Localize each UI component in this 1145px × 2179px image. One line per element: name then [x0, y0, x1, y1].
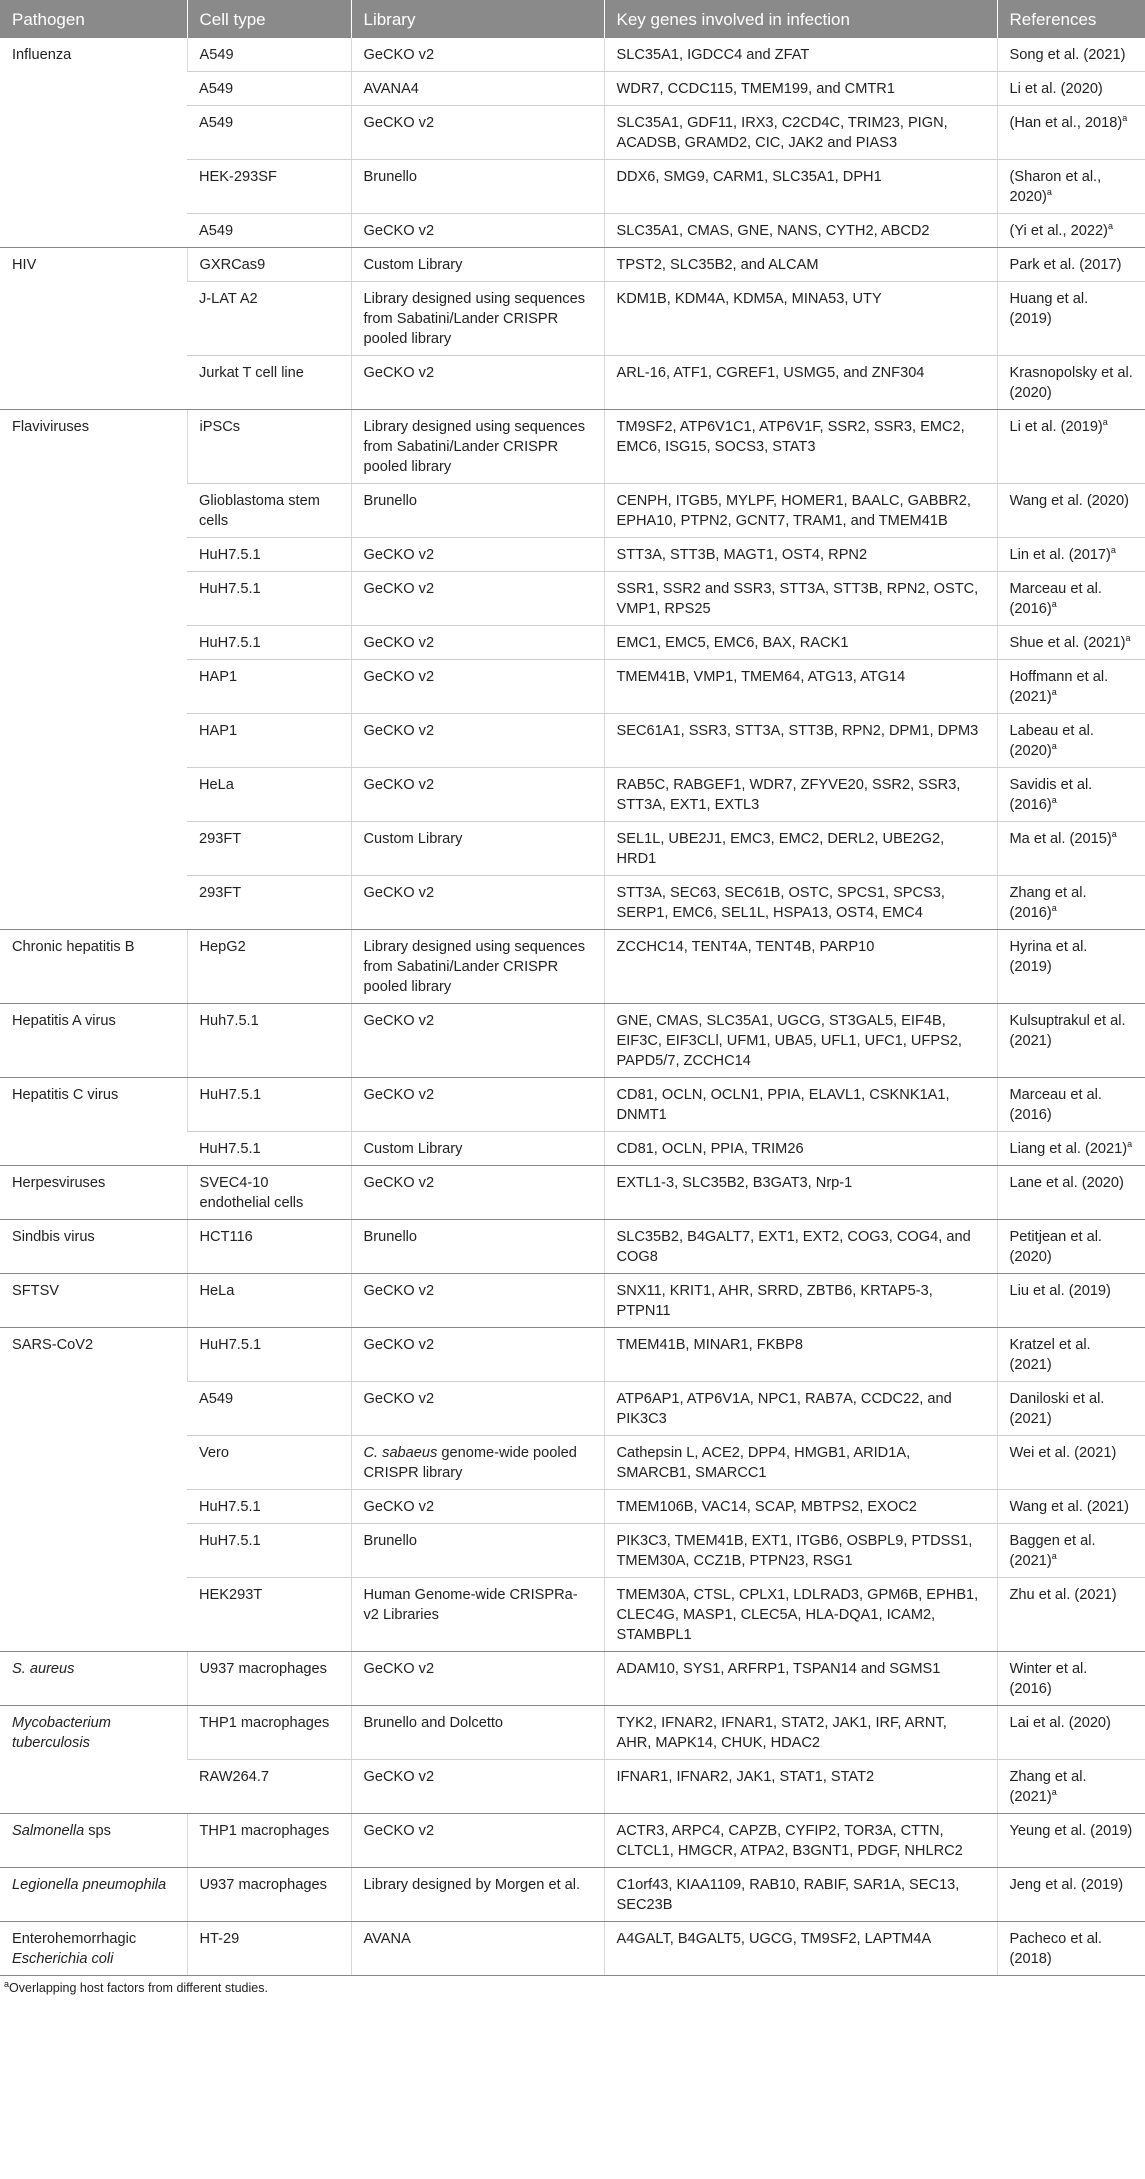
- library-cell: GeCKO v2: [351, 714, 604, 768]
- cell-type-cell: Huh7.5.1: [187, 1004, 351, 1078]
- library-cell: Brunello: [351, 484, 604, 538]
- reference-cell: [997, 38, 1145, 72]
- reference-text: Huang et al. (2019): [1009, 291, 1089, 327]
- cell-type-cell: Jurkat T cell line: [187, 356, 351, 410]
- key-genes-cell: EMC1, EMC5, EMC6, BAX, RACK1: [604, 626, 997, 660]
- pathogen-cell: Influenza: [0, 38, 187, 248]
- library-cell: GeCKO v2: [351, 1814, 604, 1868]
- library-cell: GeCKO v2: [351, 1274, 604, 1328]
- reference-text: Lai et al. (2020): [1009, 1715, 1111, 1731]
- library-cell: Library designed by Morgen et al.: [351, 1868, 604, 1922]
- overlap-footnote-mark: a: [1102, 417, 1108, 428]
- key-genes-cell: WDR7, CCDC115, TMEM199, and CMTR1: [604, 72, 997, 106]
- cell-type-cell: HeLa: [187, 1274, 351, 1328]
- cell-type-cell: HuH7.5.1: [187, 626, 351, 660]
- key-genes-cell: SLC35A1, GDF11, IRX3, C2CD4C, TRIM23, PIGN, ACADSB, GRAMD2, CIC, JAK2 and PIAS3: [604, 106, 997, 160]
- reference-cell: [997, 1652, 1145, 1706]
- table-row: [0, 1706, 1145, 1760]
- table-body: [0, 38, 1145, 1976]
- key-genes-cell: KDM1B, KDM4A, KDM5A, MINA53, UTY: [604, 282, 997, 356]
- reference-cell: [997, 214, 1145, 248]
- reference-text: (Yi et al., 2022): [1009, 223, 1108, 239]
- reference-text: Baggen et al. (2021): [1009, 1533, 1096, 1569]
- reference-text: Wei et al. (2021): [1009, 1445, 1117, 1461]
- overlap-footnote-mark: a: [1051, 1551, 1057, 1562]
- table-row: [0, 1652, 1145, 1706]
- key-genes-cell: SNX11, KRIT1, AHR, SRRD, ZBTB6, KRTAP5-3, PTPN11: [604, 1274, 997, 1328]
- reference-text: Wang et al. (2021): [1009, 1499, 1130, 1515]
- reference-text: Jeng et al. (2019): [1009, 1877, 1124, 1893]
- reference-cell: [997, 876, 1145, 930]
- library-cell: GeCKO v2: [351, 214, 604, 248]
- reference-text: Wang et al. (2020): [1009, 493, 1130, 509]
- overlap-footnote-mark: a: [1051, 903, 1057, 914]
- cell-type-cell: HeLa: [187, 768, 351, 822]
- pathogen-name: Mycobacterium tuberculosis: [12, 1715, 111, 1751]
- cell-type-cell: HuH7.5.1: [187, 572, 351, 626]
- table-row: [0, 1004, 1145, 1078]
- table-row: [0, 410, 1145, 484]
- reference-cell: [997, 72, 1145, 106]
- reference-cell: [997, 356, 1145, 410]
- key-genes-cell: Cathepsin L, ACE2, DPP4, HMGB1, ARID1A, SMARCB1, SMARCC1: [604, 1436, 997, 1490]
- key-genes-cell: SLC35A1, IGDCC4 and ZFAT: [604, 38, 997, 72]
- library-cell: Brunello: [351, 1220, 604, 1274]
- reference-cell: [997, 660, 1145, 714]
- overlap-footnote-mark: a: [1051, 1787, 1057, 1798]
- pathogen-species: Escherichia coli: [12, 1951, 114, 1967]
- reference-cell: [997, 1078, 1145, 1132]
- pathogen-cell: [0, 1652, 187, 1706]
- pathogen-cell: Salmonella sps: [0, 1814, 187, 1868]
- pathogen-cell: HIV: [0, 248, 187, 410]
- reference-cell: [997, 626, 1145, 660]
- overlap-footnote-mark: a: [1051, 795, 1057, 806]
- library-cell: Custom Library: [351, 248, 604, 282]
- reference-text: Pacheco et al. (2018): [1009, 1931, 1102, 1967]
- key-genes-cell: ARL-16, ATF1, CGREF1, USMG5, and ZNF304: [604, 356, 997, 410]
- overlap-footnote-mark: a: [1051, 741, 1057, 752]
- key-genes-cell: A4GALT, B4GALT5, UGCG, TM9SF2, LAPTM4A: [604, 1922, 997, 1976]
- library-cell: Brunello: [351, 1524, 604, 1578]
- reference-cell: [997, 106, 1145, 160]
- library-cell: GeCKO v2: [351, 106, 604, 160]
- reference-cell: [997, 538, 1145, 572]
- key-genes-cell: TYK2, IFNAR2, IFNAR1, STAT2, JAK1, IRF, ARNT, AHR, MAPK14, CHUK, HDAC2: [604, 1706, 997, 1760]
- table-row: [0, 1922, 1145, 1976]
- reference-cell: [997, 410, 1145, 484]
- key-genes-cell: CENPH, ITGB5, MYLPF, HOMER1, BAALC, GABBR2, EPHA10, PTPN2, GCNT7, TRAM1, and TMEM41B: [604, 484, 997, 538]
- pathogen-cell: Flaviviruses: [0, 410, 187, 930]
- cell-type-cell: HuH7.5.1: [187, 538, 351, 572]
- library-cell: GeCKO v2: [351, 1166, 604, 1220]
- pathogen-name: S. aureus: [12, 1661, 75, 1677]
- footnote-mark: a: [4, 1978, 10, 1989]
- reference-text: Zhu et al. (2021): [1009, 1587, 1117, 1603]
- key-genes-cell: TMEM30A, CTSL, CPLX1, LDLRAD3, GPM6B, EPHB1, CLEC4G, MASP1, CLEC5A, HLA-DQA1, ICAM2, STAMBPL1: [604, 1578, 997, 1652]
- cell-type-cell: GXRCas9: [187, 248, 351, 282]
- reference-text: Lin et al. (2017): [1009, 547, 1111, 563]
- reference-text: Song et al. (2021): [1009, 47, 1126, 63]
- reference-text: Labeau et al. (2020): [1009, 723, 1094, 759]
- reference-text: Krasnopolsky et al. (2020): [1009, 365, 1133, 401]
- reference-cell: [997, 1706, 1145, 1760]
- reference-text: Liu et al. (2019): [1009, 1283, 1111, 1299]
- reference-text: Marceau et al. (2016): [1009, 581, 1102, 617]
- pathogen-cell: Hepatitis C virus: [0, 1078, 187, 1166]
- library-cell: Brunello: [351, 160, 604, 214]
- cell-type-cell: 293FT: [187, 822, 351, 876]
- reference-cell: [997, 822, 1145, 876]
- cell-type-cell: A549: [187, 106, 351, 160]
- reference-text: Shue et al. (2021): [1009, 635, 1126, 651]
- species-name: C. sabaeus: [363, 1445, 438, 1461]
- reference-cell: [997, 160, 1145, 214]
- cell-type-cell: HCT116: [187, 1220, 351, 1274]
- library-cell: GeCKO v2: [351, 1004, 604, 1078]
- library-cell: Library designed using sequences from Sabatini/Lander CRISPR pooled library: [351, 930, 604, 1004]
- pathogen-cell: [0, 1706, 187, 1814]
- reference-cell: [997, 1436, 1145, 1490]
- reference-cell: [997, 1328, 1145, 1382]
- footnote: [0, 1976, 1145, 1995]
- header-row: [0, 0, 1145, 38]
- reference-text: Li et al. (2019): [1009, 419, 1103, 435]
- reference-text: Yeung et al. (2019): [1009, 1823, 1133, 1839]
- cell-type-cell: A549: [187, 1382, 351, 1436]
- reference-cell: [997, 484, 1145, 538]
- pathogen-cell: SFTSV: [0, 1274, 187, 1328]
- library-cell: GeCKO v2: [351, 876, 604, 930]
- cell-type-cell: HuH7.5.1: [187, 1490, 351, 1524]
- key-genes-cell: ATP6AP1, ATP6V1A, NPC1, RAB7A, CCDC22, and PIK3C3: [604, 1382, 997, 1436]
- library-cell: Library designed using sequences from Sabatini/Lander CRISPR pooled library: [351, 410, 604, 484]
- reference-text: Hyrina et al. (2019): [1009, 939, 1088, 975]
- reference-cell: [997, 282, 1145, 356]
- header-pathogen: Pathogen: [0, 0, 187, 38]
- cell-type-cell: A549: [187, 72, 351, 106]
- cell-type-cell: HepG2: [187, 930, 351, 1004]
- pathogen-cell: [0, 1868, 187, 1922]
- key-genes-cell: IFNAR1, IFNAR2, JAK1, STAT1, STAT2: [604, 1760, 997, 1814]
- cell-type-cell: A549: [187, 38, 351, 72]
- library-cell: GeCKO v2: [351, 1490, 604, 1524]
- table-row: [0, 1328, 1145, 1382]
- cell-type-cell: HEK293T: [187, 1578, 351, 1652]
- reference-text: Kulsuptrakul et al. (2021): [1009, 1013, 1126, 1049]
- footnote-text: Overlapping host factors from different studies.: [9, 1981, 268, 1995]
- reference-cell: [997, 1868, 1145, 1922]
- reference-cell: [997, 930, 1145, 1004]
- overlap-footnote-mark: a: [1107, 221, 1113, 232]
- reference-text: Ma et al. (2015): [1009, 831, 1112, 847]
- pathogen-cell: Sindbis virus: [0, 1220, 187, 1274]
- library-cell: GeCKO v2: [351, 538, 604, 572]
- table-row: [0, 1078, 1145, 1132]
- overlap-footnote-mark: a: [1122, 113, 1128, 124]
- library-cell: GeCKO v2: [351, 660, 604, 714]
- table-row: [0, 248, 1145, 282]
- reference-text: (Sharon et al., 2020): [1009, 169, 1102, 205]
- library-cell: GeCKO v2: [351, 1078, 604, 1132]
- cell-type-cell: HuH7.5.1: [187, 1078, 351, 1132]
- reference-text: Li et al. (2020): [1009, 81, 1103, 97]
- reference-cell: [997, 1578, 1145, 1652]
- library-cell: Custom Library: [351, 822, 604, 876]
- reference-text: Hoffmann et al. (2021): [1009, 669, 1109, 705]
- key-genes-cell: ADAM10, SYS1, ARFRP1, TSPAN14 and SGMS1: [604, 1652, 997, 1706]
- table-row: [0, 1814, 1145, 1868]
- reference-text: Winter et al. (2016): [1009, 1661, 1088, 1697]
- reference-cell: [997, 1760, 1145, 1814]
- cell-type-cell: Vero: [187, 1436, 351, 1490]
- reference-text: Lane et al. (2020): [1009, 1175, 1124, 1191]
- reference-cell: [997, 768, 1145, 822]
- reference-cell: [997, 1166, 1145, 1220]
- reference-cell: [997, 1004, 1145, 1078]
- pathogen-cell: Chronic hepatitis B: [0, 930, 187, 1004]
- reference-text: Zhang et al. (2016): [1009, 885, 1087, 921]
- key-genes-cell: TM9SF2, ATP6V1C1, ATP6V1F, SSR2, SSR3, EMC2, EMC6, ISG15, SOCS3, STAT3: [604, 410, 997, 484]
- table-row: [0, 930, 1145, 1004]
- pathogen-genus: Salmonella: [12, 1823, 85, 1839]
- reference-text: Park et al. (2017): [1009, 257, 1122, 273]
- library-cell: AVANA4: [351, 72, 604, 106]
- key-genes-cell: SSR1, SSR2 and SSR3, STT3A, STT3B, RPN2, OSTC, VMP1, RPS25: [604, 572, 997, 626]
- reference-cell: [997, 714, 1145, 768]
- key-genes-cell: SLC35A1, CMAS, GNE, NANS, CYTH2, ABCD2: [604, 214, 997, 248]
- key-genes-cell: RAB5C, RABGEF1, WDR7, ZFYVE20, SSR2, SSR3, STT3A, EXT1, EXTL3: [604, 768, 997, 822]
- reference-cell: [997, 1382, 1145, 1436]
- cell-type-cell: U937 macrophages: [187, 1868, 351, 1922]
- cell-type-cell: HAP1: [187, 660, 351, 714]
- reference-text: Marceau et al. (2016): [1009, 1087, 1102, 1123]
- cell-type-cell: 293FT: [187, 876, 351, 930]
- reference-cell: [997, 572, 1145, 626]
- key-genes-cell: CD81, OCLN, PPIA, TRIM26: [604, 1132, 997, 1166]
- overlap-footnote-mark: a: [1051, 687, 1057, 698]
- pathogen-cell: Enterohemorrhagic Escherichia coli: [0, 1922, 187, 1976]
- reference-cell: [997, 1220, 1145, 1274]
- key-genes-cell: ACTR3, ARPC4, CAPZB, CYFIP2, TOR3A, CTTN, CLTCL1, HMGCR, ATPA2, B3GNT1, PDGF, NHLRC2: [604, 1814, 997, 1868]
- cell-type-cell: THP1 macrophages: [187, 1814, 351, 1868]
- reference-text: Liang et al. (2021): [1009, 1141, 1128, 1157]
- cell-type-cell: HT-29: [187, 1922, 351, 1976]
- cell-type-cell: SVEC4-10 endothelial cells: [187, 1166, 351, 1220]
- table-row: [0, 38, 1145, 72]
- cell-type-cell: U937 macrophages: [187, 1652, 351, 1706]
- pathogen-cell: SARS-CoV2: [0, 1328, 187, 1652]
- library-cell: GeCKO v2: [351, 356, 604, 410]
- library-cell: Brunello and Dolcetto: [351, 1706, 604, 1760]
- header-library: Library: [351, 0, 604, 38]
- cell-type-cell: RAW264.7: [187, 1760, 351, 1814]
- key-genes-cell: SLC35B2, B4GALT7, EXT1, EXT2, COG3, COG4, and COG8: [604, 1220, 997, 1274]
- header-cell-type: Cell type: [187, 0, 351, 38]
- library-cell: GeCKO v2: [351, 626, 604, 660]
- cell-type-cell: Glioblastoma stem cells: [187, 484, 351, 538]
- key-genes-cell: TPST2, SLC35B2, and ALCAM: [604, 248, 997, 282]
- cell-type-cell: HuH7.5.1: [187, 1524, 351, 1578]
- key-genes-cell: TMEM41B, MINAR1, FKBP8: [604, 1328, 997, 1382]
- library-cell: GeCKO v2: [351, 572, 604, 626]
- library-cell: Human Genome-wide CRISPRa-v2 Libraries: [351, 1578, 604, 1652]
- cell-type-cell: A549: [187, 214, 351, 248]
- pathogen-cell: Hepatitis A virus: [0, 1004, 187, 1078]
- overlap-footnote-mark: a: [1051, 599, 1057, 610]
- reference-cell: [997, 1524, 1145, 1578]
- library-cell: Custom Library: [351, 1132, 604, 1166]
- table-row: [0, 1868, 1145, 1922]
- key-genes-cell: TMEM106B, VAC14, SCAP, MBTPS2, EXOC2: [604, 1490, 997, 1524]
- key-genes-cell: C1orf43, KIAA1109, RAB10, RABIF, SAR1A, SEC13, SEC23B: [604, 1868, 997, 1922]
- reference-text: Savidis et al. (2016): [1009, 777, 1093, 813]
- key-genes-cell: CD81, OCLN, OCLN1, PPIA, ELAVL1, CSKNK1A1, DNMT1: [604, 1078, 997, 1132]
- key-genes-cell: ZCCHC14, TENT4A, TENT4B, PARP10: [604, 930, 997, 1004]
- key-genes-cell: STT3A, SEC63, SEC61B, OSTC, SPCS1, SPCS3, SERP1, EMC6, SEL1L, HSPA13, OST4, EMC4: [604, 876, 997, 930]
- key-genes-cell: SEL1L, UBE2J1, EMC3, EMC2, DERL2, UBE2G2, HRD1: [604, 822, 997, 876]
- key-genes-cell: GNE, CMAS, SLC35A1, UGCG, ST3GAL5, EIF4B, EIF3C, EIF3CLl, UFM1, UBA5, UFL1, UFC1, UFPS2, PAPD5/7, ZCCHC14: [604, 1004, 997, 1078]
- library-cell: C. sabaeus genome-wide pooled CRISPR library: [351, 1436, 604, 1490]
- overlap-footnote-mark: a: [1125, 633, 1131, 644]
- library-cell: GeCKO v2: [351, 1652, 604, 1706]
- overlap-footnote-mark: a: [1110, 545, 1116, 556]
- key-genes-cell: PIK3C3, TMEM41B, EXT1, ITGB6, OSBPL9, PTDSS1, TMEM30A, CCZ1B, PTPN23, RSG1: [604, 1524, 997, 1578]
- cell-type-cell: iPSCs: [187, 410, 351, 484]
- header-references: References: [997, 0, 1145, 38]
- cell-type-cell: HuH7.5.1: [187, 1132, 351, 1166]
- library-cell: Library designed using sequences from Sabatini/Lander CRISPR pooled library: [351, 282, 604, 356]
- library-cell: GeCKO v2: [351, 768, 604, 822]
- library-cell: GeCKO v2: [351, 1382, 604, 1436]
- table-row: [0, 1166, 1145, 1220]
- reference-text: Daniloski et al. (2021): [1009, 1391, 1105, 1427]
- reference-cell: [997, 1490, 1145, 1524]
- key-genes-cell: TMEM41B, VMP1, TMEM64, ATG13, ATG14: [604, 660, 997, 714]
- key-genes-cell: EXTL1-3, SLC35B2, B3GAT3, Nrp-1: [604, 1166, 997, 1220]
- cell-type-cell: THP1 macrophages: [187, 1706, 351, 1760]
- library-cell: AVANA: [351, 1922, 604, 1976]
- table-row: [0, 1220, 1145, 1274]
- overlap-footnote-mark: a: [1046, 187, 1052, 198]
- reference-text: Zhang et al. (2021): [1009, 1769, 1087, 1805]
- cell-type-cell: J-LAT A2: [187, 282, 351, 356]
- cell-type-cell: HEK-293SF: [187, 160, 351, 214]
- reference-cell: [997, 1274, 1145, 1328]
- key-genes-cell: SEC61A1, SSR3, STT3A, STT3B, RPN2, DPM1, DPM3: [604, 714, 997, 768]
- overlap-footnote-mark: a: [1111, 829, 1117, 840]
- table-row: [0, 1274, 1145, 1328]
- pathogen-name: Legionella pneumophila: [12, 1877, 167, 1893]
- cell-type-cell: HuH7.5.1: [187, 1328, 351, 1382]
- library-cell: GeCKO v2: [351, 1328, 604, 1382]
- key-genes-cell: DDX6, SMG9, CARM1, SLC35A1, DPH1: [604, 160, 997, 214]
- reference-text: (Han et al., 2018): [1009, 115, 1123, 131]
- reference-cell: [997, 248, 1145, 282]
- reference-text: Kratzel et al. (2021): [1009, 1337, 1091, 1373]
- reference-cell: [997, 1922, 1145, 1976]
- reference-text: Petitjean et al. (2020): [1009, 1229, 1102, 1265]
- overlap-footnote-mark: a: [1127, 1139, 1133, 1150]
- key-genes-cell: STT3A, STT3B, MAGT1, OST4, RPN2: [604, 538, 997, 572]
- reference-cell: [997, 1814, 1145, 1868]
- pathogen-cell: Herpesviruses: [0, 1166, 187, 1220]
- reference-cell: [997, 1132, 1145, 1166]
- library-cell: GeCKO v2: [351, 1760, 604, 1814]
- header-key-genes: Key genes involved in infection: [604, 0, 997, 38]
- cell-type-cell: HAP1: [187, 714, 351, 768]
- library-cell: GeCKO v2: [351, 38, 604, 72]
